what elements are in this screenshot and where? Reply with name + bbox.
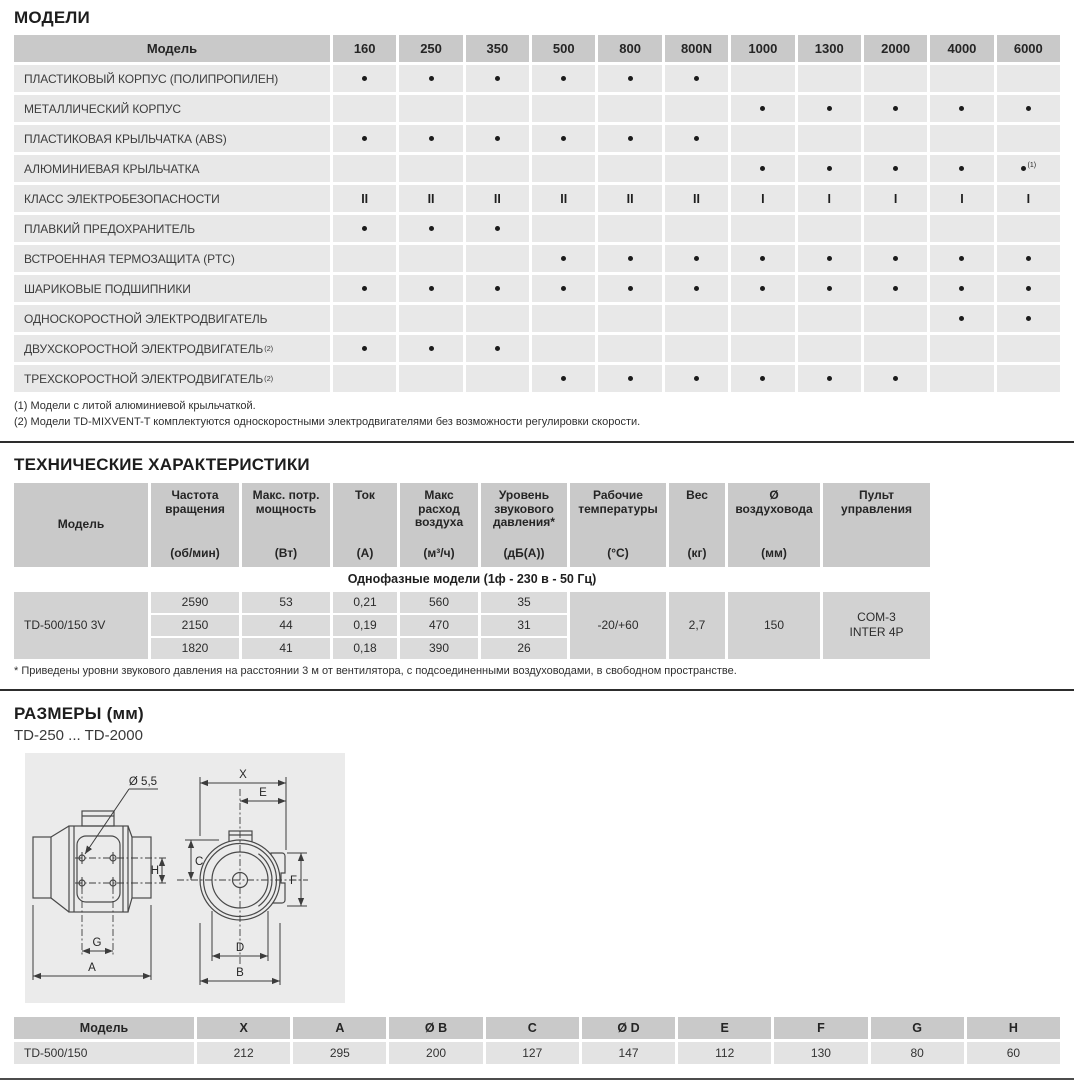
feature-dot-icon (694, 286, 699, 291)
feature-cell (930, 95, 993, 122)
tech-col-header (151, 483, 239, 567)
dim-a-label: A (88, 961, 96, 974)
tech-col-name: Макс. потр. мощность (252, 487, 320, 516)
feature-label: ПЛАСТИКОВЫЙ КОРПУС (ПОЛИПРОПИЛЕН) (14, 65, 330, 92)
feature-cell (864, 155, 927, 182)
feature-cell (798, 65, 861, 92)
models-size-col: 6000 (997, 35, 1060, 62)
feature-cell (864, 65, 927, 92)
tech-col-name: Рабочие температуры (578, 487, 658, 516)
feature-cell (665, 125, 728, 152)
tech-group-label: Однофазные модели (1ф - 230 в - 50 Гц) (14, 569, 930, 590)
feature-cell (466, 155, 529, 182)
feature-cell (864, 245, 927, 272)
feature-cell (997, 65, 1060, 92)
feature-dot-icon (495, 226, 500, 231)
feature-cell (665, 335, 728, 362)
dims-value-cell: 60 (967, 1042, 1060, 1064)
feature-dot-icon (827, 106, 832, 111)
tech-value-cell: 470 (400, 615, 478, 636)
hole-diameter-label: Ø 5,5 (128, 775, 158, 788)
tech-value-cell: 0,19 (333, 615, 397, 636)
feature-dot-icon (694, 76, 699, 81)
feature-dot-icon (760, 106, 765, 111)
tech-col-unit: (об/мин) (170, 546, 220, 561)
feature-dot-icon (760, 256, 765, 261)
feature-dot-icon (495, 346, 500, 351)
feature-cell (930, 245, 993, 272)
feature-cell (665, 365, 728, 392)
tech-value-cell: 44 (242, 615, 330, 636)
feature-dot-icon (827, 286, 832, 291)
feature-label: ПЛАСТИКОВАЯ КРЫЛЬЧАТКА (ABS) (14, 125, 330, 152)
feature-cell (598, 245, 661, 272)
dim-c-label: C (195, 855, 204, 868)
dimensions-diagram (25, 753, 345, 1003)
feature-cell (598, 125, 661, 152)
feature-dot-icon (827, 166, 832, 171)
dims-section-title: РАЗМЕРЫ (мм) (14, 703, 144, 723)
feature-dot-icon (495, 76, 500, 81)
tech-col-name: Уровень звукового давления* (493, 487, 555, 530)
feature-cell (864, 215, 927, 242)
dims-col-header: E (678, 1017, 771, 1039)
feature-cell: I (864, 185, 927, 212)
feature-dot-icon (959, 256, 964, 261)
feature-cell (930, 275, 993, 302)
feature-dot-icon (628, 286, 633, 291)
feature-label: ТРЕХСКОРОСТНОЙ ЭЛЕКТРОДВИГАТЕЛЬ (2) (14, 365, 330, 392)
dim-h-label: H (150, 864, 159, 877)
tech-col-header (728, 483, 820, 567)
models-size-col: 4000 (930, 35, 993, 62)
feature-dot-icon (429, 226, 434, 231)
feature-cell (864, 125, 927, 152)
feature-cell (466, 65, 529, 92)
feature-cell (598, 305, 661, 332)
tech-value-cell: 0,18 (333, 638, 397, 659)
feature-cell (466, 275, 529, 302)
models-section-title: МОДЕЛИ (14, 8, 90, 27)
dim-d-label: D (235, 941, 245, 954)
feature-cell (399, 335, 462, 362)
feature-dot-icon (694, 136, 699, 141)
feature-cell (532, 275, 595, 302)
tech-value-cell: 31 (481, 615, 567, 636)
dim-f-label: F (289, 874, 297, 887)
feature-dot-icon (1026, 106, 1031, 111)
feature-cell (997, 245, 1060, 272)
feature-dot-icon (362, 286, 367, 291)
feature-dot-icon (893, 106, 898, 111)
models-size-col: 250 (399, 35, 462, 62)
feature-cell (798, 275, 861, 302)
dims-value-cell: 147 (582, 1042, 675, 1064)
feature-dot-icon (760, 166, 765, 171)
feature-cell (798, 245, 861, 272)
feature-cell (997, 305, 1060, 332)
feature-cell (399, 305, 462, 332)
feature-dot-icon (959, 166, 964, 171)
dims-col-header: X (197, 1017, 290, 1039)
feature-cell (399, 245, 462, 272)
feature-cell (598, 215, 661, 242)
feature-cell (399, 95, 462, 122)
fan-side-view (33, 776, 167, 980)
dims-col-header: C (486, 1017, 579, 1039)
tech-value-cell: 390 (400, 638, 478, 659)
feature-cell (532, 305, 595, 332)
feature-dot-icon (893, 286, 898, 291)
feature-dot-icon (362, 346, 367, 351)
dim-x-label: X (239, 768, 247, 781)
tech-col-unit: (Вт) (274, 546, 298, 561)
feature-dot-icon (893, 256, 898, 261)
tech-col-header (333, 483, 397, 567)
feature-cell (864, 275, 927, 302)
feature-cell (399, 365, 462, 392)
feature-cell (598, 95, 661, 122)
section-divider (0, 689, 1074, 691)
tech-col-name: Ø воздуховода (735, 487, 813, 516)
tech-remote-line: COM-3 (857, 610, 896, 625)
dims-table (14, 1017, 1060, 1064)
feature-cell (930, 305, 993, 332)
feature-cell (864, 95, 927, 122)
feature-dot-icon (561, 256, 566, 261)
feature-cell (532, 215, 595, 242)
feature-cell (665, 275, 728, 302)
dim-e-label: E (259, 786, 267, 799)
feature-cell (731, 65, 794, 92)
feature-dot-icon (362, 76, 367, 81)
tech-value-cell: 2150 (151, 615, 239, 636)
tech-value-cell: 41 (242, 638, 330, 659)
tech-col-header (823, 483, 930, 567)
dims-col-header: A (293, 1017, 386, 1039)
section-divider (0, 441, 1074, 443)
dims-value-cell: 130 (774, 1042, 867, 1064)
feature-cell (798, 125, 861, 152)
feature-dot-icon (1021, 166, 1026, 171)
feature-cell: II (399, 185, 462, 212)
tech-col-unit: (дБ(А)) (503, 546, 545, 561)
feature-cell (997, 335, 1060, 362)
feature-cell (731, 245, 794, 272)
tech-col-name: Частота вращения (165, 487, 225, 516)
feature-dot-icon (959, 106, 964, 111)
feature-cell (930, 335, 993, 362)
feature-cell (532, 95, 595, 122)
feature-cell (466, 125, 529, 152)
feature-cell (532, 65, 595, 92)
feature-dot-icon (429, 346, 434, 351)
feature-cell (466, 335, 529, 362)
feature-dot-icon (628, 136, 633, 141)
feature-cell (333, 365, 396, 392)
feature-dot-icon (429, 136, 434, 141)
feature-cell (930, 215, 993, 242)
tech-value-cell: 26 (481, 638, 567, 659)
tech-col-header (570, 483, 666, 567)
feature-cell (930, 125, 993, 152)
feature-dot-icon (827, 376, 832, 381)
tech-col-unit: (кг) (687, 546, 707, 561)
tech-remote-cell (823, 592, 930, 659)
feature-cell (598, 65, 661, 92)
feature-cell (731, 305, 794, 332)
dims-col-header: Ø B (389, 1017, 482, 1039)
feature-cell (798, 215, 861, 242)
feature-cell (399, 215, 462, 242)
feature-cell (532, 155, 595, 182)
models-size-col: 2000 (864, 35, 927, 62)
feature-cell (665, 245, 728, 272)
models-table (14, 35, 1060, 392)
feature-dot-icon (429, 286, 434, 291)
dims-value-cell: TD-500/150 (14, 1042, 194, 1064)
tech-col-header (669, 483, 725, 567)
dim-g-label: G (92, 936, 102, 949)
feature-dot-icon (1026, 256, 1031, 261)
feature-dot-icon (362, 136, 367, 141)
feature-cell (731, 95, 794, 122)
feature-label: ОДНОСКОРОСТНОЙ ЭЛЕКТРОДВИГАТЕЛЬ (14, 305, 330, 332)
feature-cell: I (997, 185, 1060, 212)
models-col-header: Модель (14, 35, 330, 62)
dims-value-cell: 80 (871, 1042, 964, 1064)
feature-cell (798, 335, 861, 362)
feature-cell (731, 335, 794, 362)
feature-cell (731, 275, 794, 302)
feature-dot-icon (495, 286, 500, 291)
feature-label: ВСТРОЕННАЯ ТЕРМОЗАЩИТА (PTC) (14, 245, 330, 272)
footnote-1: (1) Модели с литой алюминиевой крыльчаткой. (14, 400, 256, 412)
feature-cell (731, 155, 794, 182)
dims-value-cell: 200 (389, 1042, 482, 1064)
feature-cell (532, 365, 595, 392)
tech-col-header (481, 483, 567, 567)
tech-col-header (242, 483, 330, 567)
feature-cell (399, 125, 462, 152)
dims-value-cell: 112 (678, 1042, 771, 1064)
tech-table (14, 483, 930, 659)
feature-cell (333, 275, 396, 302)
feature-dot-icon (628, 256, 633, 261)
tech-value-cell: 560 (400, 592, 478, 613)
feature-cell (466, 365, 529, 392)
tech-merged-cell: 150 (728, 592, 820, 659)
models-size-col: 1000 (731, 35, 794, 62)
feature-dot-icon (694, 256, 699, 261)
feature-cell (333, 125, 396, 152)
feature-dot-icon (893, 376, 898, 381)
feature-cell (466, 215, 529, 242)
feature-cell: (1) (997, 155, 1060, 182)
feature-label: ПЛАВКИЙ ПРЕДОХРАНИТЕЛЬ (14, 215, 330, 242)
tech-col-unit: (А) (356, 546, 374, 561)
tech-col-name: Пульт управления (841, 487, 912, 516)
feature-dot-icon (760, 376, 765, 381)
feature-cell (598, 335, 661, 362)
feature-dot-icon (1026, 316, 1031, 321)
feature-cell: II (598, 185, 661, 212)
dims-col-header: F (774, 1017, 867, 1039)
feature-cell: I (930, 185, 993, 212)
models-size-col: 800 (598, 35, 661, 62)
tech-col-unit: (мм) (761, 546, 787, 561)
tech-value-cell: 1820 (151, 638, 239, 659)
feature-cell (598, 155, 661, 182)
dim-b-label: B (236, 966, 244, 979)
feature-cell (532, 125, 595, 152)
feature-cell (864, 365, 927, 392)
feature-cell (731, 215, 794, 242)
feature-cell (333, 95, 396, 122)
tech-remote-line: INTER 4P (849, 625, 904, 640)
feature-label: ДВУХСКОРОСТНОЙ ЭЛЕКТРОДВИГАТЕЛЬ (2) (14, 335, 330, 362)
feature-cell (399, 65, 462, 92)
tech-col-name: Вес (686, 487, 708, 502)
models-size-col: 500 (532, 35, 595, 62)
tech-value-cell: 2590 (151, 592, 239, 613)
feature-label: КЛАСС ЭЛЕКТРОБЕЗОПАСНОСТИ (14, 185, 330, 212)
feature-cell (864, 305, 927, 332)
feature-cell: II (532, 185, 595, 212)
feature-cell (466, 95, 529, 122)
models-size-col: 1300 (798, 35, 861, 62)
feature-label: МЕТАЛЛИЧЕСКИЙ КОРПУС (14, 95, 330, 122)
feature-cell (665, 155, 728, 182)
feature-dot-icon (827, 256, 832, 261)
feature-dot-icon (959, 316, 964, 321)
feature-cell (532, 245, 595, 272)
feature-dot-icon (561, 286, 566, 291)
feature-dot-icon (893, 166, 898, 171)
models-size-col: 160 (333, 35, 396, 62)
feature-cell (665, 305, 728, 332)
feature-cell (466, 245, 529, 272)
feature-cell (997, 365, 1060, 392)
feature-dot-icon (561, 136, 566, 141)
feature-cell (598, 275, 661, 302)
tech-col-name: Макс расход воздуха (414, 487, 464, 530)
feature-cell (532, 335, 595, 362)
feature-cell (399, 155, 462, 182)
feature-cell (930, 155, 993, 182)
feature-cell (997, 125, 1060, 152)
feature-cell (997, 215, 1060, 242)
dims-value-cell: 295 (293, 1042, 386, 1064)
feature-cell (798, 305, 861, 332)
feature-cell: II (333, 185, 396, 212)
feature-cell (466, 305, 529, 332)
tech-model-cell: TD-500/150 3V (14, 592, 148, 659)
feature-dot-icon (760, 286, 765, 291)
feature-cell (333, 215, 396, 242)
feature-cell (731, 125, 794, 152)
tech-col-name: Ток (355, 487, 375, 502)
tech-col-unit: (м³/ч) (423, 546, 455, 561)
feature-cell (333, 245, 396, 272)
tech-value-cell: 53 (242, 592, 330, 613)
tech-value-cell: 0,21 (333, 592, 397, 613)
feature-cell (798, 155, 861, 182)
feature-cell (665, 215, 728, 242)
feature-dot-icon (959, 286, 964, 291)
dims-model-range: TD-250 ... TD-2000 (14, 726, 143, 744)
feature-dot-icon (694, 376, 699, 381)
tech-col-name: Модель (57, 516, 105, 531)
feature-dot-icon (429, 76, 434, 81)
dims-col-header: Модель (14, 1017, 194, 1039)
feature-label: ШАРИКОВЫЕ ПОДШИПНИКИ (14, 275, 330, 302)
feature-dot-icon (561, 376, 566, 381)
feature-cell (665, 65, 728, 92)
tech-col-header (14, 483, 148, 567)
models-footnotes (14, 399, 1060, 431)
tech-value-cell: 35 (481, 592, 567, 613)
feature-cell: II (665, 185, 728, 212)
feature-cell: I (731, 185, 794, 212)
tech-footnote: * Приведены уровни звукового давления на расстоянии 3 м от вентилятора, с подсоединенными воздуховодами, в свободном пространстве. (14, 664, 737, 677)
feature-cell (333, 65, 396, 92)
tech-col-unit: (°С) (607, 546, 629, 561)
feature-cell (997, 275, 1060, 302)
feature-dot-icon (628, 376, 633, 381)
feature-label: АЛЮМИНИЕВАЯ КРЫЛЬЧАТКА (14, 155, 330, 182)
tech-merged-cell: -20/+60 (570, 592, 666, 659)
feature-cell (333, 335, 396, 362)
feature-cell (864, 335, 927, 362)
feature-cell (598, 365, 661, 392)
feature-cell: I (798, 185, 861, 212)
feature-dot-icon (495, 136, 500, 141)
feature-dot-icon (362, 226, 367, 231)
feature-cell (930, 65, 993, 92)
tech-col-header (400, 483, 478, 567)
models-size-col: 800N (665, 35, 728, 62)
feature-cell (333, 305, 396, 332)
feature-dot-icon (1026, 286, 1031, 291)
feature-cell (930, 365, 993, 392)
tech-section-title: ТЕХНИЧЕСКИЕ ХАРАКТЕРИСТИКИ (14, 454, 310, 474)
dims-value-cell: 212 (197, 1042, 290, 1064)
feature-cell: II (466, 185, 529, 212)
feature-dot-icon (628, 76, 633, 81)
dims-col-header: Ø D (582, 1017, 675, 1039)
feature-cell (997, 95, 1060, 122)
feature-cell (665, 95, 728, 122)
dims-value-cell: 127 (486, 1042, 579, 1064)
dims-col-header: H (967, 1017, 1060, 1039)
feature-cell (399, 275, 462, 302)
feature-cell (731, 365, 794, 392)
dims-col-header: G (871, 1017, 964, 1039)
feature-cell (333, 155, 396, 182)
feature-cell (798, 365, 861, 392)
feature-dot-icon (561, 76, 566, 81)
models-size-col: 350 (466, 35, 529, 62)
feature-cell (798, 95, 861, 122)
footnote-2: (2) Модели TD-MIXVENT-T комплектуются односкоростными электродвигателями без возможности регулировки скорости. (14, 415, 641, 428)
fan-front-view (177, 769, 308, 985)
tech-merged-cell: 2,7 (669, 592, 725, 659)
